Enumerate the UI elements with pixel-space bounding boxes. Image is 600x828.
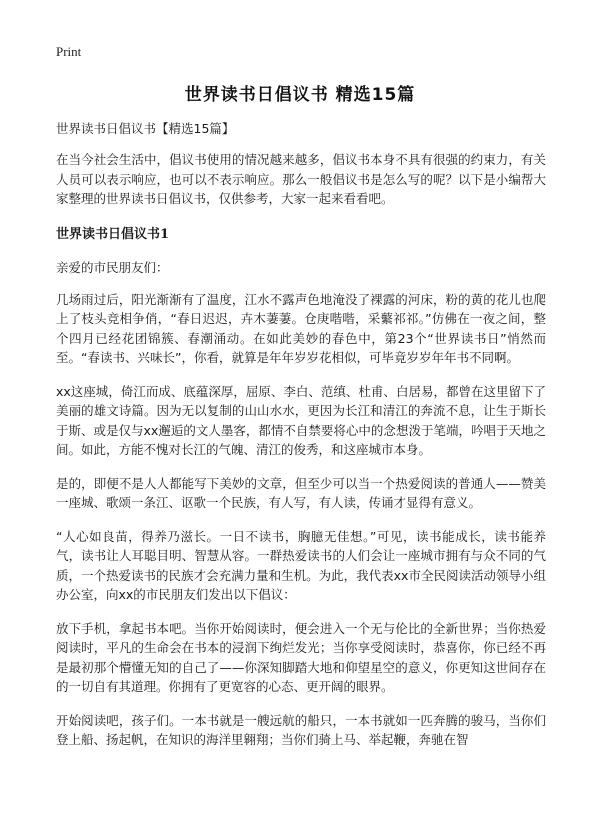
- body-paragraph-4: “人心如良苗，得养乃滋长。一日不读书，胸臆无佳想。”可见，读书能成长，读书能养气，读书让人耳聪目明、智慧从容。一群热爱读书的人们会让一座城市拥有与众不同的气质，一个热爱读书的民族才会充满力量和生机。为此，我代表xx市全民阅读活动领导小组办公室，向xx的市民朋友们发出以下倡议：: [56, 528, 546, 602]
- body-paragraph-6: 开始阅读吧，孩子们。一本书就是一艘远航的船只，一本书就如一匹奔腾的骏马，当你们登上船、扬起帆，在知识的海洋里翱翔；当你们骑上马、举起鞭，奔驰在智: [56, 712, 546, 747]
- document-subtitle: 世界读书日倡议书【精选15篇】: [56, 121, 235, 136]
- section-heading: 世界读书日倡议书1: [56, 226, 170, 242]
- document-body: [56, 118, 546, 764]
- body-paragraph-5: 放下手机，拿起书本吧。当你开始阅读时，便会进入一个无与伦比的全新世界；当你热爱阅读时，平凡的生命会在书本的浸润下绚烂发光；当你享受阅读时，恭喜你，你已经不再是最初那个懵懂无知的自己了——你深知脚踏大地和仰望星空的意义，你更知这世间存在的一切自有其道理。你拥有了更宽容的心态、更开阔的眼界。: [56, 620, 546, 694]
- body-paragraph-1: 几场雨过后，阳光渐渐有了温度，江水不露声色地淹没了裸露的河床，粉的黄的花儿也爬上了枝头竞相争俏，“春日迟迟，卉木萋萋。仓庚喈喈，采蘩祁祁。”仿佛在一夜之间，整个四月已经花团锦簇、春潮涌动。在如此美妙的春色中，第23个“世界读书日”悄然而至。“春读书、兴味长”，你看，就算是年年岁岁花相似，可毕竟岁岁年年书不同啊。: [56, 291, 546, 365]
- body-paragraph-2: xx这座城，倚江而成、底蕴深厚，屈原、李白、范缜、杜甫、白居易，都曾在这里留下了美丽的雄文诗篇。因为无以复制的山山水水，更因为长江和清江的奔流不息，让生于斯长于斯、或是仅与xx邂逅的文人墨客，都情不自禁要将心中的念想泼于笔端，吟唱于天地之间。如此，方能不愧对长江的气魄、清江的俊秀，和这座城市本身。: [56, 383, 546, 457]
- print-label: Print: [56, 44, 82, 59]
- intro-paragraph: 在当今社会生活中，倡议书使用的情况越来越多，倡议书本身不具有很强的约束力，有关人员可以表示响应，也可以不表示响应。那么一般倡议书是怎么写的呢？以下是小编帮大家整理的世界读书日倡议书，仅供参考，大家一起来看看吧。: [56, 152, 546, 206]
- document-title: 世界读书日倡议书 精选15篇: [184, 85, 416, 105]
- body-paragraph-3: 是的，即便不是人人都能写下美妙的文章，但至少可以当一个热爱阅读的普通人——赞美一座城、歌颂一条江、讴歌一个民族，有人写，有人读，传诵才显得有意义。: [56, 475, 546, 510]
- greeting-line: 亲爱的市民朋友们：: [56, 259, 169, 275]
